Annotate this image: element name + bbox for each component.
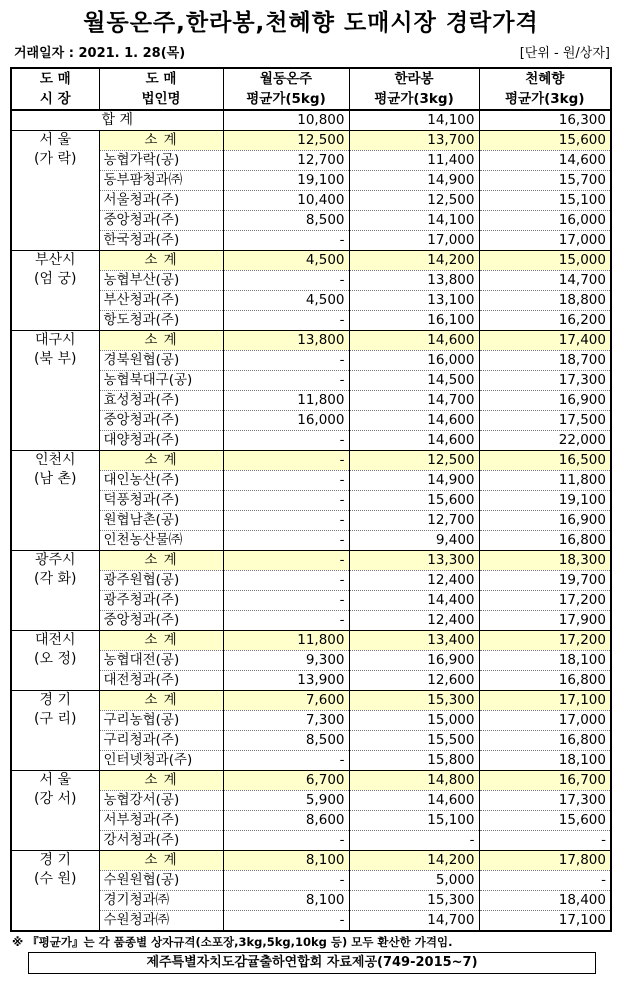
total-p3: 16,300: [479, 110, 611, 131]
footnote: ※ 『평균가』는 각 품종별 상자규격(소포장,3kg,5kg,10kg 등) 모두 환산한 가격임.: [12, 935, 453, 949]
price-p2: 14,200: [349, 851, 479, 871]
price-p1: -: [223, 611, 349, 631]
price-p3: 15,000: [479, 251, 611, 271]
table-row: [11, 491, 611, 511]
table-row: [11, 511, 611, 531]
price-p3: 17,100: [479, 911, 611, 932]
price-p1: -: [223, 491, 349, 511]
table-row: [11, 871, 611, 891]
price-p3: -: [479, 831, 611, 851]
price-p1: -: [223, 371, 349, 391]
corp-name: 효성청과(주): [99, 391, 223, 411]
corp-name: 소 계: [99, 771, 223, 791]
region-name: 인천시: [34, 452, 76, 468]
header-corp-sub: 법인명: [99, 89, 223, 110]
corp-name: 광주청과(주): [99, 591, 223, 611]
price-p3: 17,300: [479, 791, 611, 811]
region-name: 경 기: [39, 692, 71, 708]
price-p2: 14,900: [349, 471, 479, 491]
price-p3: 18,300: [479, 551, 611, 571]
subtotal-row: [11, 771, 611, 791]
corp-name: 대인농산(주): [99, 471, 223, 491]
subtotal-row: [11, 691, 611, 711]
price-p2: 13,700: [349, 131, 479, 151]
price-p2: 14,500: [349, 371, 479, 391]
price-p1: -: [223, 311, 349, 331]
corp-name: 농협부산(공): [99, 271, 223, 291]
price-p2: 14,900: [349, 171, 479, 191]
corp-name: 소 계: [99, 551, 223, 571]
price-p3: 17,400: [479, 331, 611, 351]
price-p3: 14,600: [479, 151, 611, 171]
subtotal-row: [11, 551, 611, 571]
price-p2: 14,600: [349, 791, 479, 811]
price-p3: 15,700: [479, 171, 611, 191]
table-row: [11, 571, 611, 591]
price-p1: -: [223, 451, 349, 471]
corp-name: 소 계: [99, 331, 223, 351]
price-p1: -: [223, 471, 349, 491]
subtotal-row: [11, 251, 611, 271]
region-cell: [11, 631, 99, 691]
corp-name: 광주원협(공): [99, 571, 223, 591]
price-p3: 19,700: [479, 571, 611, 591]
corp-name: 구리청과(주): [99, 731, 223, 751]
price-p3: 14,700: [479, 271, 611, 291]
price-p1: 11,800: [223, 631, 349, 651]
header-market: 도 매: [11, 68, 99, 89]
price-p3: 16,500: [479, 451, 611, 471]
price-p3: 18,100: [479, 751, 611, 771]
price-p1: 7,600: [223, 691, 349, 711]
price-p2: 15,600: [349, 491, 479, 511]
price-p3: 17,800: [479, 851, 611, 871]
price-p2: -: [349, 831, 479, 851]
table-row: [11, 231, 611, 251]
table-row: [11, 411, 611, 431]
region-market: (북 부): [34, 351, 77, 367]
subtotal-row: [11, 631, 611, 651]
price-p2: 16,100: [349, 311, 479, 331]
price-p2: 14,700: [349, 391, 479, 411]
price-p3: 15,600: [479, 811, 611, 831]
price-p1: -: [223, 351, 349, 371]
corp-name: 한국청과(주): [99, 231, 223, 251]
region-name: 대구시: [34, 332, 76, 348]
table-row: [11, 711, 611, 731]
price-p1: -: [223, 511, 349, 531]
table-row: [11, 591, 611, 611]
price-p2: 15,000: [349, 711, 479, 731]
table-row: [11, 651, 611, 671]
price-p1: 8,100: [223, 851, 349, 871]
price-p2: 5,000: [349, 871, 479, 891]
region-name: 대전시: [34, 632, 76, 648]
price-p3: 18,100: [479, 651, 611, 671]
corp-name: 인천농산물㈜: [99, 531, 223, 551]
corp-name: 소 계: [99, 851, 223, 871]
table-row: [11, 191, 611, 211]
price-p1: 5,900: [223, 791, 349, 811]
page-title: 월동온주,한라봉,천혜향 도매시장 경락가격: [83, 10, 539, 36]
corp-name: 경북원협(공): [99, 351, 223, 371]
subtotal-row: [11, 131, 611, 151]
table-row: [11, 371, 611, 391]
price-p2: 13,300: [349, 551, 479, 571]
table-row: [11, 171, 611, 191]
corp-name: 소 계: [99, 691, 223, 711]
corp-name: 수원청과㈜: [99, 911, 223, 932]
price-p1: 8,500: [223, 211, 349, 231]
table-row: [11, 151, 611, 171]
table-row: [11, 311, 611, 331]
price-table: [10, 67, 612, 932]
corp-name: 서울청과(주): [99, 191, 223, 211]
corp-name: 부산청과(주): [99, 291, 223, 311]
price-p1: 4,500: [223, 291, 349, 311]
price-p1: -: [223, 751, 349, 771]
price-p3: 19,100: [479, 491, 611, 511]
price-p2: 12,400: [349, 571, 479, 591]
table-row: [11, 891, 611, 911]
price-p2: 13,400: [349, 631, 479, 651]
price-p2: 16,900: [349, 651, 479, 671]
price-p3: 18,400: [479, 891, 611, 911]
price-p3: 16,700: [479, 771, 611, 791]
corp-name: 동부팜청과㈜: [99, 171, 223, 191]
total-row: [11, 110, 611, 131]
header-corp: 도 매: [99, 68, 223, 89]
region-cell: [11, 551, 99, 631]
table-row: [11, 351, 611, 371]
price-p2: 15,800: [349, 751, 479, 771]
region-market: (엄 궁): [34, 271, 77, 287]
region-cell: [11, 771, 99, 851]
region-market: (오 정): [34, 651, 77, 667]
price-p1: 12,700: [223, 151, 349, 171]
table-row: [11, 811, 611, 831]
price-p2: 15,500: [349, 731, 479, 751]
corp-name: 항도청과(주): [99, 311, 223, 331]
header-p1-sub: 평균가(5kg): [223, 89, 349, 110]
price-p2: 12,400: [349, 611, 479, 631]
corp-name: 농협대전(공): [99, 651, 223, 671]
corp-name: 중앙청과(주): [99, 211, 223, 231]
price-p2: 14,400: [349, 591, 479, 611]
corp-name: 소 계: [99, 631, 223, 651]
price-p2: 17,000: [349, 231, 479, 251]
price-p2: 14,700: [349, 911, 479, 932]
price-p1: 19,100: [223, 171, 349, 191]
region-cell: [11, 691, 99, 771]
corp-name: 농협강서(공): [99, 791, 223, 811]
table-row: [11, 911, 611, 932]
price-p2: 11,400: [349, 151, 479, 171]
corp-name: 서부청과(주): [99, 811, 223, 831]
price-p3: 16,800: [479, 671, 611, 691]
table-body: [11, 110, 611, 931]
region-cell: [11, 331, 99, 451]
region-market: (강 서): [34, 791, 77, 807]
corp-name: 대양청과(주): [99, 431, 223, 451]
header-p1: 월동온주: [223, 68, 349, 89]
table-row: [11, 291, 611, 311]
region-name: 부산시: [34, 252, 76, 268]
price-p2: 16,000: [349, 351, 479, 371]
corp-name: 구리농협(공): [99, 711, 223, 731]
price-p2: 14,600: [349, 411, 479, 431]
price-p2: 14,600: [349, 331, 479, 351]
table-row: [11, 431, 611, 451]
header-p2: 한라봉: [349, 68, 479, 89]
trade-date: 거래일자 : 2021. 1. 28(목): [14, 46, 186, 61]
region-market: (가 락): [34, 151, 77, 167]
total-label: 합 계: [11, 110, 223, 131]
region-cell: [11, 851, 99, 932]
price-p2: 15,300: [349, 691, 479, 711]
price-p3: 18,700: [479, 351, 611, 371]
corp-name: 중앙청과(주): [99, 611, 223, 631]
header-p3-sub: 평균가(3kg): [479, 89, 611, 110]
table-row: [11, 731, 611, 751]
header-p3: 천혜향: [479, 68, 611, 89]
corp-name: 농협가락(공): [99, 151, 223, 171]
price-p3: 16,200: [479, 311, 611, 331]
corp-name: 중앙청과(주): [99, 411, 223, 431]
price-p3: 16,000: [479, 211, 611, 231]
price-p3: 17,200: [479, 591, 611, 611]
region-cell: [11, 251, 99, 331]
price-p2: 14,200: [349, 251, 479, 271]
table-row: [11, 751, 611, 771]
price-p1: -: [223, 551, 349, 571]
price-p3: 15,100: [479, 191, 611, 211]
price-p3: 17,100: [479, 691, 611, 711]
header-market-sub: 시 장: [11, 89, 99, 110]
price-p2: 12,500: [349, 191, 479, 211]
price-p2: 12,500: [349, 451, 479, 471]
price-p3: 17,500: [479, 411, 611, 431]
price-p1: 4,500: [223, 251, 349, 271]
table-row: [11, 611, 611, 631]
table-row: [11, 831, 611, 851]
table-row: [11, 471, 611, 491]
header-p2-sub: 평균가(3kg): [349, 89, 479, 110]
price-p1: -: [223, 831, 349, 851]
price-p1: -: [223, 571, 349, 591]
corp-name: 수원원협(공): [99, 871, 223, 891]
region-cell: [11, 131, 99, 251]
table-row: [11, 211, 611, 231]
price-p2: 9,400: [349, 531, 479, 551]
unit-label: [단위 - 원/상자]: [519, 46, 610, 61]
table-row: [11, 671, 611, 691]
price-p1: -: [223, 431, 349, 451]
price-p1: 13,900: [223, 671, 349, 691]
price-p1: 8,500: [223, 731, 349, 751]
corp-name: 소 계: [99, 131, 223, 151]
price-p1: 8,600: [223, 811, 349, 831]
table-row: [11, 531, 611, 551]
total-p2: 14,100: [349, 110, 479, 131]
region-cell: [11, 451, 99, 551]
corp-name: 원협남촌(공): [99, 511, 223, 531]
table-row: [11, 391, 611, 411]
price-p2: 15,100: [349, 811, 479, 831]
table-row: [11, 791, 611, 811]
price-p2: 14,100: [349, 211, 479, 231]
price-p3: 17,900: [479, 611, 611, 631]
price-p2: 13,800: [349, 271, 479, 291]
source-credit: 제주특별자치도감귤출하연합회 자료제공(749-2015~7): [28, 952, 596, 974]
region-name: 경 기: [39, 852, 71, 868]
price-p1: -: [223, 271, 349, 291]
region-name: 서 울: [39, 132, 71, 148]
table-row: [11, 271, 611, 291]
corp-name: 소 계: [99, 251, 223, 271]
price-p3: 16,900: [479, 391, 611, 411]
corp-name: 대전청과(주): [99, 671, 223, 691]
price-p1: -: [223, 531, 349, 551]
meta-row: [14, 42, 610, 62]
region-market: (구 리): [34, 711, 77, 727]
corp-name: 소 계: [99, 451, 223, 471]
price-p2: 15,300: [349, 891, 479, 911]
subtotal-row: [11, 451, 611, 471]
price-p1: 11,800: [223, 391, 349, 411]
price-p1: -: [223, 231, 349, 251]
price-p3: 17,200: [479, 631, 611, 651]
price-p3: 11,800: [479, 471, 611, 491]
region-market: (수 원): [34, 871, 77, 887]
price-p1: 13,800: [223, 331, 349, 351]
price-p3: 17,000: [479, 231, 611, 251]
corp-name: 인터넷청과(주): [99, 751, 223, 771]
region-market: (남 촌): [34, 471, 77, 487]
corp-name: 덕풍청과(주): [99, 491, 223, 511]
price-p2: 12,600: [349, 671, 479, 691]
subtotal-row: [11, 331, 611, 351]
corp-name: 농협북대구(공): [99, 371, 223, 391]
price-p1: -: [223, 911, 349, 932]
price-p3: 16,800: [479, 731, 611, 751]
price-p2: 12,700: [349, 511, 479, 531]
price-p1: 9,300: [223, 651, 349, 671]
price-p2: 14,800: [349, 771, 479, 791]
region-name: 서 울: [39, 772, 71, 788]
price-p3: 15,600: [479, 131, 611, 151]
price-p1: -: [223, 591, 349, 611]
price-p1: 16,000: [223, 411, 349, 431]
total-p1: 10,800: [223, 110, 349, 131]
price-p3: 17,000: [479, 711, 611, 731]
price-p3: 22,000: [479, 431, 611, 451]
price-p1: 7,300: [223, 711, 349, 731]
region-market: (각 화): [34, 571, 77, 587]
price-p1: 6,700: [223, 771, 349, 791]
region-name: 광주시: [34, 552, 76, 568]
price-p3: 17,300: [479, 371, 611, 391]
corp-name: 강서청과(주): [99, 831, 223, 851]
price-p3: 16,900: [479, 511, 611, 531]
price-p3: 16,800: [479, 531, 611, 551]
price-p3: -: [479, 871, 611, 891]
price-p2: 14,600: [349, 431, 479, 451]
corp-name: 경기청과㈜: [99, 891, 223, 911]
price-p1: 12,500: [223, 131, 349, 151]
price-p1: 10,400: [223, 191, 349, 211]
subtotal-row: [11, 851, 611, 871]
price-p3: 18,800: [479, 291, 611, 311]
price-p1: -: [223, 871, 349, 891]
price-p2: 13,100: [349, 291, 479, 311]
price-p1: 8,100: [223, 891, 349, 911]
